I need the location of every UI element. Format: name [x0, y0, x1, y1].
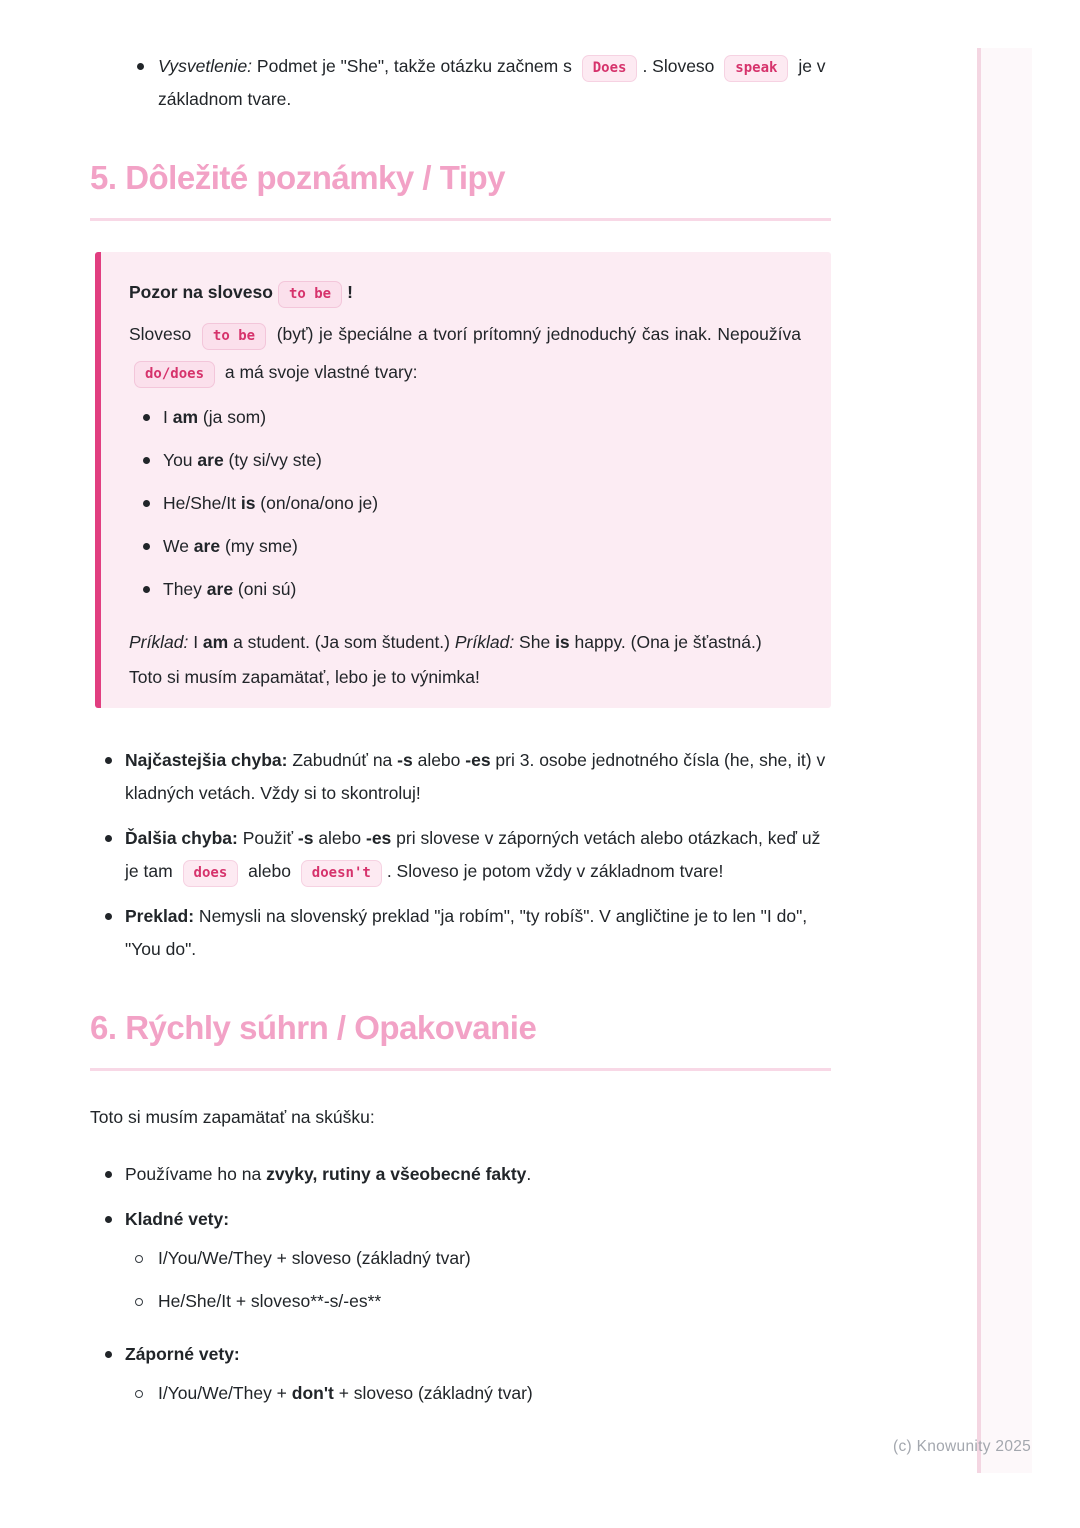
bullet-icon	[143, 401, 163, 421]
usage-bold: zvyky, rutiny a všeobecné fakty	[266, 1164, 527, 1184]
form-text	[163, 444, 801, 477]
code-chip-doesnt: doesn't	[301, 860, 382, 887]
callout-box	[95, 252, 831, 708]
summary-intro: Toto si musím zapamätať na skúšku:	[90, 1107, 375, 1127]
positive-block	[125, 1203, 831, 1318]
code-chip-does: does	[183, 860, 239, 887]
bullet-icon	[105, 900, 125, 920]
code-chip-does: Does	[582, 55, 638, 82]
example-label: Príklad:	[454, 632, 515, 652]
text-run: They	[163, 579, 207, 599]
text-run: Použiť	[237, 828, 298, 848]
mistake-text	[125, 744, 831, 810]
page-edge-line	[977, 48, 981, 1473]
positive-lead: Kladné vety:	[125, 1209, 230, 1229]
form-text	[163, 530, 801, 563]
bullet-icon	[105, 822, 125, 842]
text-run: alebo	[313, 828, 366, 848]
mistake-lead: Preklad:	[125, 906, 195, 926]
to-be-form-item	[129, 401, 801, 434]
to-be-form-item	[129, 530, 801, 563]
text-run: a má svoje vlastné tvary:	[220, 362, 418, 382]
section-6-heading: 6. Rýchly súhrn / Opakovanie	[90, 1009, 537, 1046]
mistake-text	[125, 822, 831, 888]
negative-sub-text	[158, 1377, 831, 1410]
callout-title-text: Pozor na sloveso	[129, 282, 273, 302]
text-run: Nemysli na slovenský preklad "ja robím", "ty robíš". V angličtine je to len "I do", "You do".	[125, 906, 808, 959]
mistake-lead: Ďalšia chyba:	[125, 828, 238, 848]
text-run: .	[526, 1164, 532, 1184]
bullet-icon	[143, 530, 163, 550]
bullet-icon	[143, 487, 163, 507]
mistake-lead: Najčastejšia chyba:	[125, 750, 288, 770]
verb-form: am	[172, 407, 199, 427]
mistake-text	[125, 900, 831, 966]
text-run: je v základnom tvare.	[158, 56, 826, 109]
text-run: I	[188, 632, 203, 652]
bullet-icon	[105, 1203, 125, 1223]
text-run: (oni sú)	[233, 579, 297, 599]
text-run: I/You/We/They +	[158, 1383, 292, 1403]
verb-form: are	[206, 579, 234, 599]
negative-block	[125, 1338, 831, 1410]
text-run: happy. (Ona je šťastná.)	[569, 632, 762, 652]
text-run: Podmet je "She", takže otázku začnem s	[252, 56, 577, 76]
example-paragraph	[129, 624, 801, 661]
suffix-s: -s	[397, 750, 413, 770]
mistakes-list	[90, 744, 831, 966]
text-run: (my sme)	[220, 536, 298, 556]
verb-form: is	[240, 493, 256, 513]
text-run: We	[163, 536, 194, 556]
positive-sub-item	[125, 1242, 831, 1275]
text-run: pri 3. osobe jednotného čísla (he, she, it) v kladných vetách. Vždy si to skontroluj!	[125, 750, 826, 803]
to-be-form-item	[129, 444, 801, 477]
text-run: alebo	[412, 750, 466, 770]
verb-form: is	[555, 632, 570, 652]
text-run: Zabudnúť na	[287, 750, 398, 770]
text-run: You	[163, 450, 198, 470]
example-label: Príklad:	[129, 632, 189, 652]
mistake-item	[90, 900, 831, 966]
bullet-icon	[105, 744, 125, 764]
text-run: a student. (Ja som študent.)	[228, 632, 455, 652]
positive-sub-item	[125, 1285, 831, 1318]
to-be-form-item	[129, 487, 801, 520]
text-run: Používame ho na	[125, 1164, 267, 1184]
callout-title	[129, 276, 801, 309]
page-content	[90, 0, 831, 1410]
footer-copyright: (c) Knowunity 2025	[893, 1438, 1032, 1455]
bullet-icon	[105, 1338, 125, 1358]
form-text	[163, 401, 801, 434]
summary-item-positive	[90, 1203, 831, 1318]
suffix-s: -s	[297, 828, 314, 848]
callout-note: Toto si musím zapamätať, lebo je to výnimka!	[129, 667, 480, 687]
suffix-es: -es	[366, 828, 392, 848]
mistake-item	[90, 822, 831, 888]
code-chip-speak: speak	[724, 55, 788, 82]
to-be-forms-list	[129, 401, 801, 606]
to-be-form-item	[129, 573, 801, 606]
positive-sub-text: He/She/It + sloveso**-s/-es**	[158, 1291, 382, 1311]
text-run: He/She/It	[163, 493, 241, 513]
text-run: I	[163, 407, 173, 427]
section-5-divider	[90, 218, 831, 221]
summary-item-usage	[90, 1158, 831, 1191]
explanation-bullet	[90, 50, 831, 116]
bullet-icon	[143, 573, 163, 593]
text-run: alebo	[243, 861, 296, 881]
verb-form: are	[197, 450, 224, 470]
callout-title-bang: !	[347, 282, 353, 302]
summary-item-negative	[90, 1338, 831, 1410]
negative-lead: Záporné vety:	[125, 1344, 240, 1364]
positive-sub-text: I/You/We/They + sloveso (základný tvar)	[158, 1248, 471, 1268]
page-edge-tint	[981, 48, 1032, 1473]
circle-bullet-icon	[135, 1242, 158, 1263]
section-5-heading: 5. Dôležité poznámky / Tipy	[90, 159, 506, 196]
usage-text	[125, 1158, 831, 1191]
text-run: . Sloveso	[642, 56, 720, 76]
suffix-es: -es	[465, 750, 491, 770]
code-chip-to-be: to be	[278, 281, 342, 308]
dont-bold: don't	[291, 1383, 334, 1403]
text-run: (on/ona/ono je)	[255, 493, 379, 513]
form-text	[163, 573, 801, 606]
text-run: (ja som)	[198, 407, 267, 427]
text-run: She	[514, 632, 556, 652]
code-chip-to-be: to be	[202, 323, 266, 350]
code-chip-do-does: do/does	[134, 361, 215, 388]
circle-bullet-icon	[135, 1285, 158, 1306]
bullet-icon	[137, 50, 158, 70]
explanation-text	[158, 50, 831, 116]
negative-sub-item	[125, 1377, 831, 1410]
section-6-divider	[90, 1068, 831, 1071]
bullet-icon	[143, 444, 163, 464]
summary-list	[90, 1158, 831, 1410]
bullet-icon	[105, 1158, 125, 1178]
verb-form: are	[193, 536, 221, 556]
text-run: (ty si/vy ste)	[223, 450, 322, 470]
explanation-label: Vysvetlenie:	[158, 56, 253, 76]
callout-paragraph	[129, 315, 801, 391]
text-run: Sloveso	[129, 324, 197, 344]
verb-form: am	[202, 632, 229, 652]
form-text	[163, 487, 801, 520]
text-run: + sloveso (základný tvar)	[333, 1383, 533, 1403]
text-run: pri slovese v záporných vetách alebo otázkach, keď už je tam	[125, 828, 821, 881]
text-run: . Sloveso je potom vždy v základnom tvare!	[386, 861, 724, 881]
circle-bullet-icon	[135, 1377, 158, 1398]
text-run: (byť) je špeciálne a tvorí prítomný jednoduchý čas inak. Nepoužíva	[271, 324, 801, 344]
mistake-item	[90, 744, 831, 810]
